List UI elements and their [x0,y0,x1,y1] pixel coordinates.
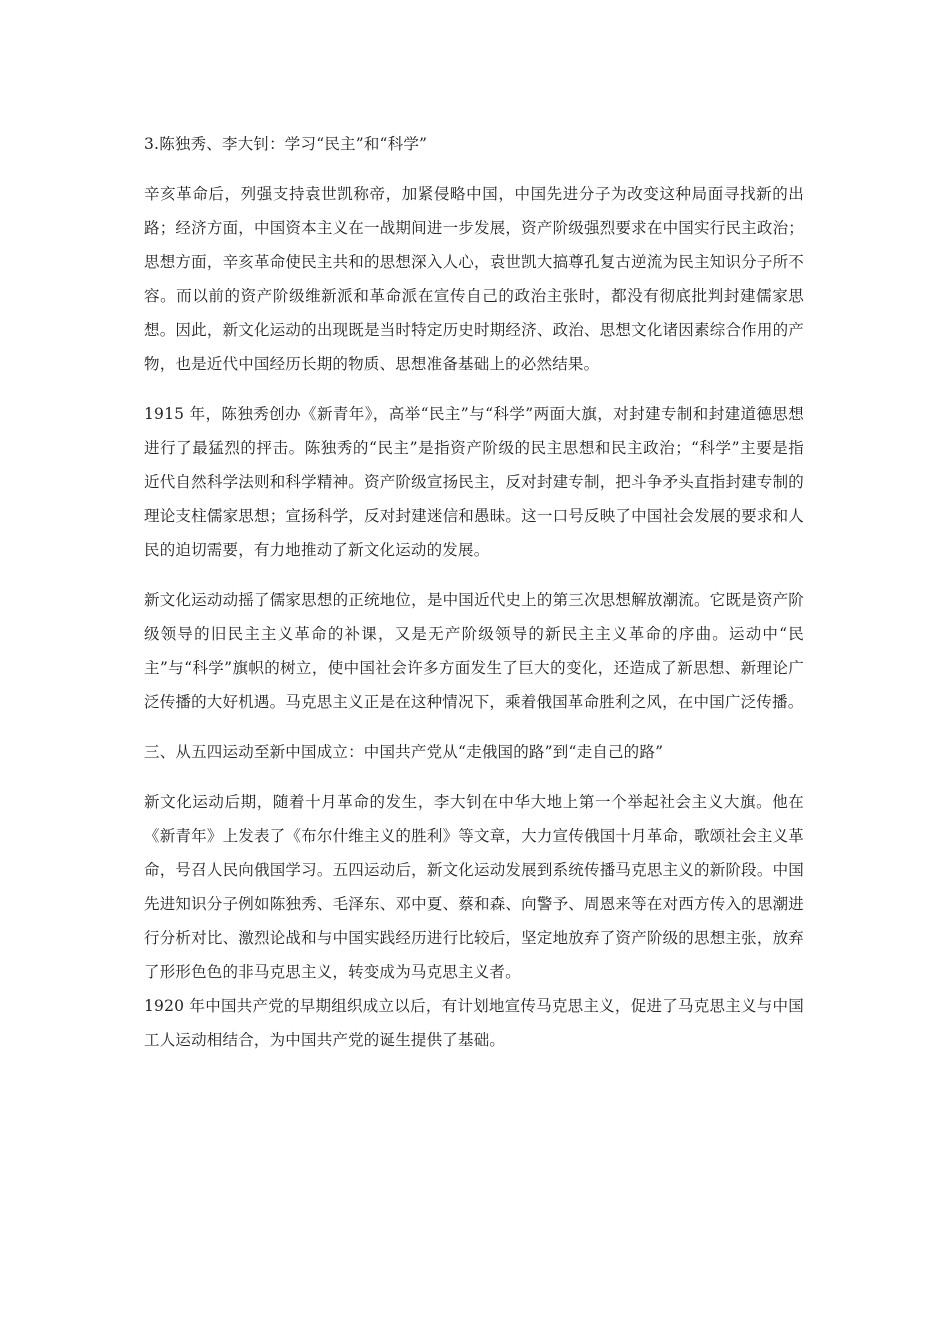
paragraph: 1915 年，陈独秀创办《新青年》，高举“民主”与“科学”两面大旗，对封建专制和封建道德思想进行了最猛烈的抨击。陈独秀的“民主”是指资产阶级的民主思想和民主政治；“科学”主要是指近代自然科学法则和科学精神。资产阶级宣扬民主，反对封建专制，把斗争矛头直指封建专制的理论支柱儒家思想；宣扬科学，反对封建迷信和愚昧。这一口号反映了中国社会发展的要求和人民的迫切需要，有力地推动了新文化运动的发展。 [144,405,804,559]
section-heading: 3.陈独秀、李大钊：学习“民主”和“科学” [144,135,428,153]
paragraph: 1920 年中国共产党的早期组织成立以后，有计划地宣传马克思主义，促进了马克思主义与中国工人运动相结合，为中国共产党的诞生提供了基础。 [144,997,804,1049]
paragraph: 辛亥革命后，列强支持袁世凯称帝，加紧侵略中国，中国先进分子为改变这种局面寻找新的出路；经济方面，中国资本主义在一战期间进一步发展，资产阶级强烈要求在中国实行民主政治；思想方面，辛亥革命使民主共和的思想深入人心，袁世凯大搞尊孔复古逆流为民主知识分子所不容。而以前的资产阶级维新派和革命派在宣传自己的政治主张时，都没有彻底批判封建儒家思想。因此，新文化运动的出现既是当时特定历史时期经济、政治、思想文化诸因素综合作用的产物，也是近代中国经历长期的物质、思想准备基础上的必然结果。 [144,185,804,373]
paragraph: 新文化运动动摇了儒家思想的正统地位，是中国近代史上的第三次思想解放潮流。它既是资产阶级领导的旧民主主义革命的补课，又是无产阶级领导的新民主主义革命的序曲。运动中“民主”与“科学”旗帜的树立，使中国社会许多方面发生了巨大的变化，还造成了新思想、新理论广泛传播的大好机遇。马克思主义正是在这种情况下，乘着俄国革命胜利之风，在中国广泛传播。 [144,591,804,711]
paragraph: 新文化运动后期，随着十月革命的发生，李大钊在中华大地上第一个举起社会主义大旗。他在《新青年》上发表了《布尔什维主义的胜利》等文章，大力宣传俄国十月革命，歌颂社会主义革命，号召人民向俄国学习。五四运动后，新文化运动发展到系统传播马克思主义的新阶段。中国先进知识分子例如陈独秀、毛泽东、邓中夏、蔡和森、向警予、周恩来等在对西方传入的思潮进行分析对比、激烈论战和与中国实践经历进行比较后，坚定地放弃了资产阶级的思想主张，放弃了形形色色的非马克思主义，转变成为马克思主义者。 [144,793,804,981]
document-body [144,127,804,1073]
section-heading: 三、从五四运动至新中国成立：中国共产党从“走俄国的路”到“走自己的路” [144,743,664,761]
